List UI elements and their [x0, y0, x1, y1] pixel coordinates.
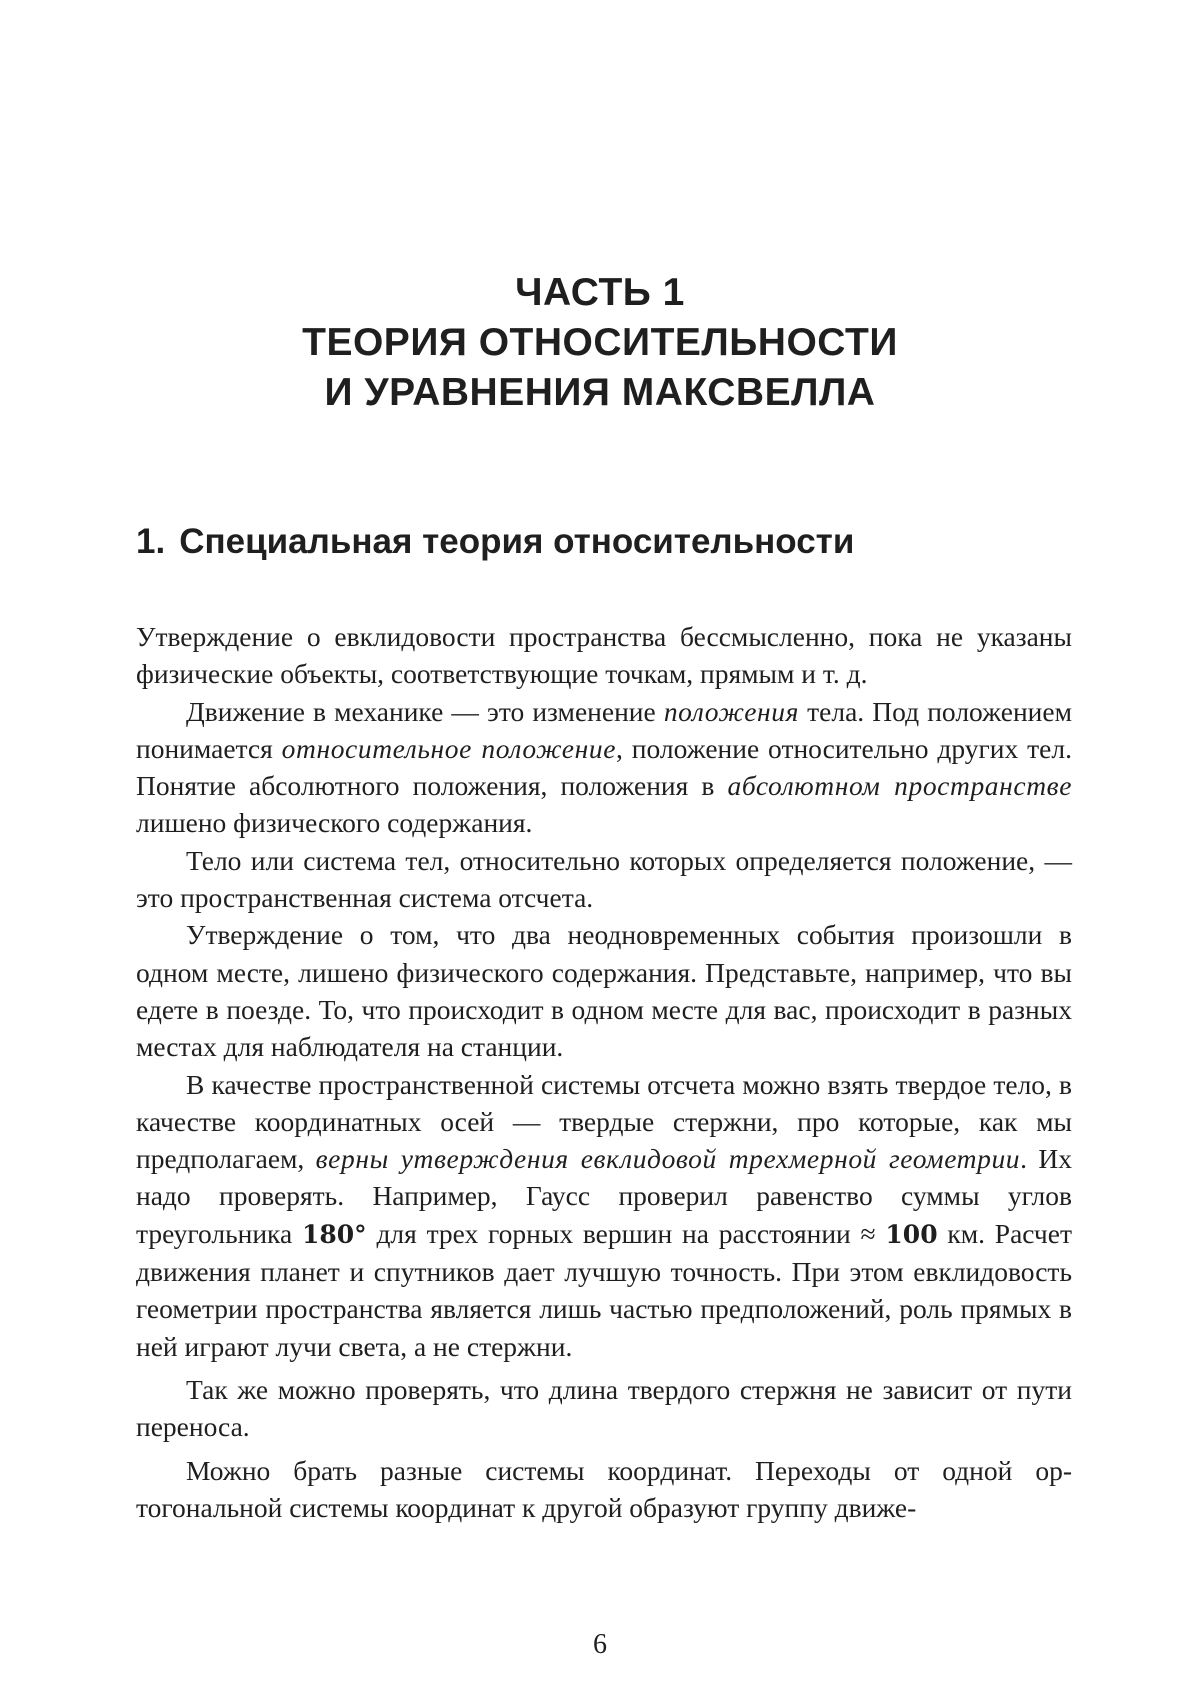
- text-run: . Их надо проверять. Например, Гаусс проверил равенство суммы углов треугольника: [136, 1143, 1072, 1249]
- paragraph-2: [136, 693, 1072, 842]
- part-number: ЧАСТЬ 1: [0, 268, 1200, 318]
- text-run: , положение от­носительно других тел. Понятие абсолютного положения, положения в: [136, 733, 1072, 801]
- angle-value: 180°: [302, 1220, 367, 1249]
- italic-term: относительное положение: [282, 733, 616, 764]
- text-run: Движение в механике — это изменение: [186, 696, 664, 727]
- text-run: лишено физического содержания.: [136, 807, 532, 838]
- section-heading: [136, 520, 1096, 564]
- text-run: тела. Под по­ложением понимается: [136, 696, 1072, 764]
- text-run: км. Расчет движения планет и спутников да­ет лучшую точность. При этом евклидовость геометрии пространства является лишь частью предположений, роль прямых в ней играют лучи света, а не стержни.: [136, 1218, 1072, 1362]
- book-page: [0, 0, 1200, 1700]
- paragraph-4: Утверждение о том, что два неодновременных события произошли в одном месте, лишено физического содержания. Представьте, напри­мер, что вы едете в поезде. То, что происходит в одном месте для вас, происходит в разных местах для наблюдателя на станции.: [136, 916, 1072, 1065]
- text-run: для трех горных вершин на расстоянии ≈: [367, 1218, 886, 1249]
- italic-term: положения: [664, 696, 799, 727]
- italic-term: верны утверждения евклидовой трех­мерной геометрии: [316, 1143, 1021, 1174]
- section-title: Специальная теория относительности: [179, 522, 854, 561]
- distance-value: 100: [885, 1220, 937, 1249]
- paragraph-5: [136, 1066, 1072, 1365]
- paragraph-3: Тело или система тел, относительно которых определяется поло­жение, — это пространственная система отсчета.: [136, 842, 1072, 917]
- part-title-line-2: И УРАВНЕНИЯ МАКСВЕЛЛА: [0, 368, 1200, 418]
- text-run: В качестве пространственной системы отсчета можно взять твер­дое тело, в качестве координатных осей — твердые стержни, про кото­рые, как мы предполагаем,: [136, 1069, 1072, 1175]
- section-number: 1.: [136, 522, 165, 561]
- body-text: [136, 618, 1072, 1526]
- part-title: [0, 268, 1200, 418]
- italic-term: абсолютном пространстве: [727, 770, 1072, 801]
- paragraph-7: Можно брать разные системы координат. Переходы от одной ор­тогональной системы координат к другой образуют группу движе-: [136, 1452, 1072, 1527]
- paragraph-1: Утверждение о евклидовости пространства бессмысленно, пока не указаны физические объекты, соответствующие точкам, прямым и т. д.: [136, 618, 1072, 693]
- page-number: 6: [0, 1628, 1200, 1662]
- part-title-line-1: ТЕОРИЯ ОТНОСИТЕЛЬНОСТИ: [0, 318, 1200, 368]
- paragraph-6: Так же можно проверять, что длина твердого стержня не зависит от пути переноса.: [136, 1371, 1072, 1446]
